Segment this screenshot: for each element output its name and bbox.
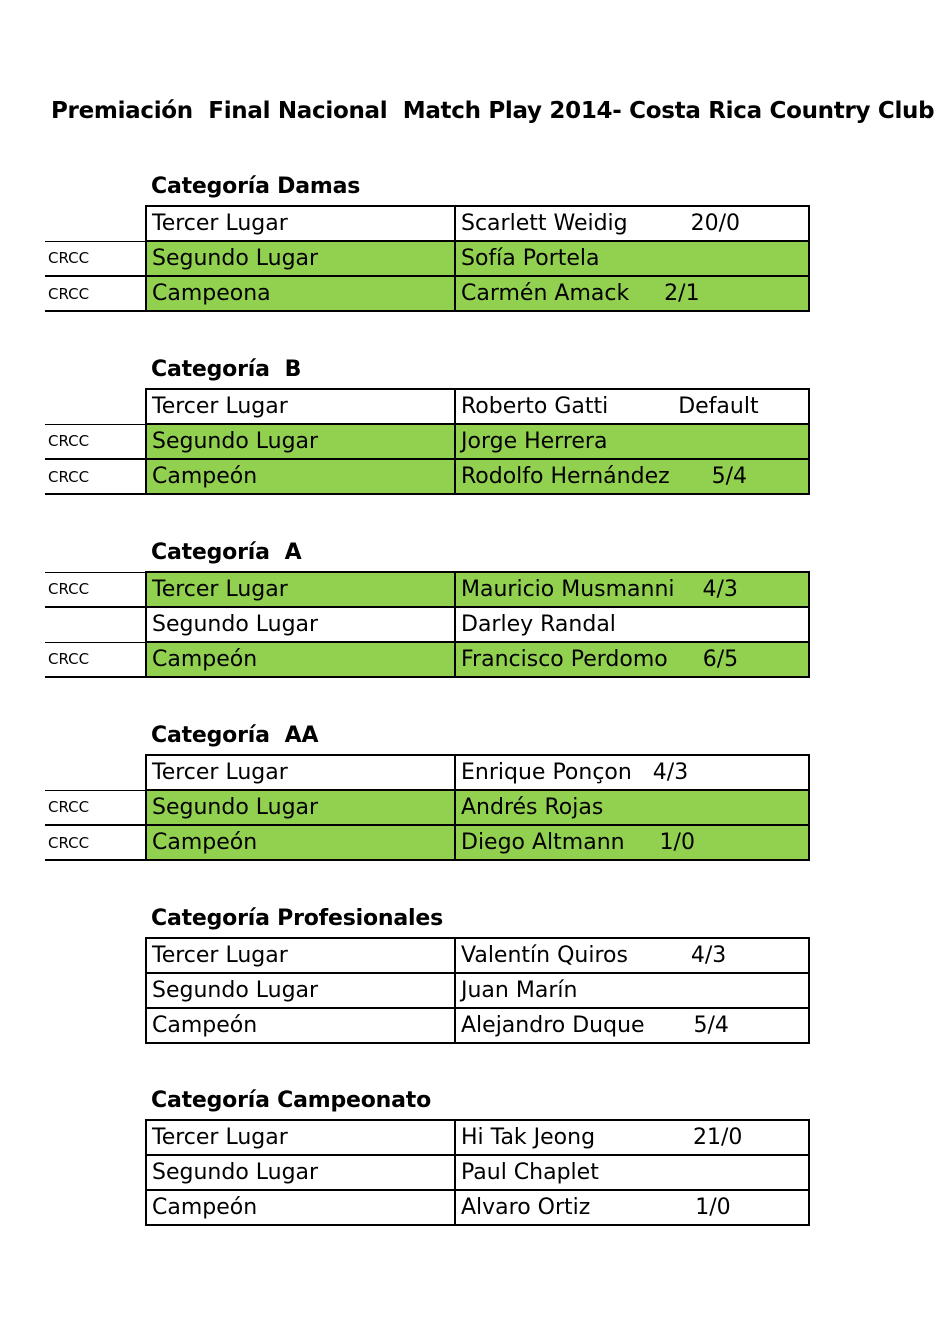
player-cell: Diego Altmann 1/0	[455, 825, 809, 860]
player-cell: Francisco Perdomo 6/5	[455, 642, 809, 677]
category-section-campeonato	[45, 1082, 809, 1226]
club-label	[45, 389, 146, 424]
result-row	[45, 241, 809, 276]
category-heading: Categoría Profesionales	[151, 906, 443, 931]
player-cell: Alejandro Duque 5/4	[455, 1008, 809, 1043]
club-label: CRCC	[45, 276, 146, 311]
result-row	[45, 459, 809, 494]
player-cell: Jorge Herrera	[455, 424, 809, 459]
result-row	[45, 206, 809, 241]
club-label	[45, 1190, 146, 1225]
result-row	[45, 790, 809, 825]
category-section-aa	[45, 717, 809, 861]
result-row	[45, 938, 809, 973]
place-cell: Tercer Lugar	[146, 755, 455, 790]
result-row	[45, 276, 809, 311]
results-table	[45, 1119, 810, 1226]
place-cell: Campeón	[146, 642, 455, 677]
category-heading: Categoría Damas	[151, 174, 361, 199]
place-cell: Tercer Lugar	[146, 1120, 455, 1155]
page-title: Premiación Final Nacional Match Play 2014- Costa Rica Country Club	[51, 98, 935, 124]
club-label	[45, 1120, 146, 1155]
club-label	[45, 938, 146, 973]
place-cell: Segundo Lugar	[146, 790, 455, 825]
place-cell: Campeón	[146, 1190, 455, 1225]
category-section-a	[45, 534, 809, 678]
result-row	[45, 572, 809, 607]
player-cell: Darley Randal	[455, 607, 809, 642]
result-row	[45, 607, 809, 642]
place-cell: Tercer Lugar	[146, 389, 455, 424]
player-cell: Mauricio Musmanni 4/3	[455, 572, 809, 607]
result-row	[45, 755, 809, 790]
club-label: CRCC	[45, 459, 146, 494]
player-cell: Paul Chaplet	[455, 1155, 809, 1190]
place-cell: Segundo Lugar	[146, 1155, 455, 1190]
result-row	[45, 642, 809, 677]
player-cell: Roberto Gatti Default	[455, 389, 809, 424]
club-label: CRCC	[45, 642, 146, 677]
player-cell: Alvaro Ortiz 1/0	[455, 1190, 809, 1225]
category-section-damas	[45, 168, 809, 312]
player-cell: Valentín Quiros 4/3	[455, 938, 809, 973]
player-cell: Enrique Ponçon 4/3	[455, 755, 809, 790]
place-cell: Segundo Lugar	[146, 424, 455, 459]
place-cell: Segundo Lugar	[146, 241, 455, 276]
category-heading: Categoría AA	[151, 723, 319, 748]
club-label: CRCC	[45, 572, 146, 607]
place-cell: Campeón	[146, 825, 455, 860]
place-cell: Segundo Lugar	[146, 607, 455, 642]
results-table	[45, 571, 810, 678]
place-cell: Campeón	[146, 459, 455, 494]
club-label	[45, 973, 146, 1008]
place-cell: Campeón	[146, 1008, 455, 1043]
results-table	[45, 754, 810, 861]
player-cell: Hi Tak Jeong 21/0	[455, 1120, 809, 1155]
player-cell: Andrés Rojas	[455, 790, 809, 825]
result-row	[45, 1120, 809, 1155]
club-label	[45, 1155, 146, 1190]
club-label	[45, 1008, 146, 1043]
player-cell: Carmén Amack 2/1	[455, 276, 809, 311]
club-label	[45, 607, 146, 642]
results-table	[45, 205, 810, 312]
club-label	[45, 755, 146, 790]
result-row	[45, 1190, 809, 1225]
club-label: CRCC	[45, 241, 146, 276]
result-row	[45, 825, 809, 860]
player-cell: Rodolfo Hernández 5/4	[455, 459, 809, 494]
place-cell: Tercer Lugar	[146, 938, 455, 973]
club-label: CRCC	[45, 825, 146, 860]
category-heading: Categoría B	[151, 357, 302, 382]
result-row	[45, 424, 809, 459]
place-cell: Segundo Lugar	[146, 973, 455, 1008]
result-row	[45, 1155, 809, 1190]
results-table	[45, 388, 810, 495]
category-heading: Categoría Campeonato	[151, 1088, 432, 1113]
player-cell: Juan Marín	[455, 973, 809, 1008]
player-cell: Scarlett Weidig 20/0	[455, 206, 809, 241]
club-label: CRCC	[45, 424, 146, 459]
result-row	[45, 389, 809, 424]
place-cell: Campeona	[146, 276, 455, 311]
result-row	[45, 973, 809, 1008]
category-section-b	[45, 351, 809, 495]
club-label	[45, 206, 146, 241]
player-cell: Sofía Portela	[455, 241, 809, 276]
club-label: CRCC	[45, 790, 146, 825]
category-section-profesionales	[45, 900, 809, 1044]
place-cell: Tercer Lugar	[146, 572, 455, 607]
place-cell: Tercer Lugar	[146, 206, 455, 241]
result-row	[45, 1008, 809, 1043]
results-table	[45, 937, 810, 1044]
category-heading: Categoría A	[151, 540, 302, 565]
